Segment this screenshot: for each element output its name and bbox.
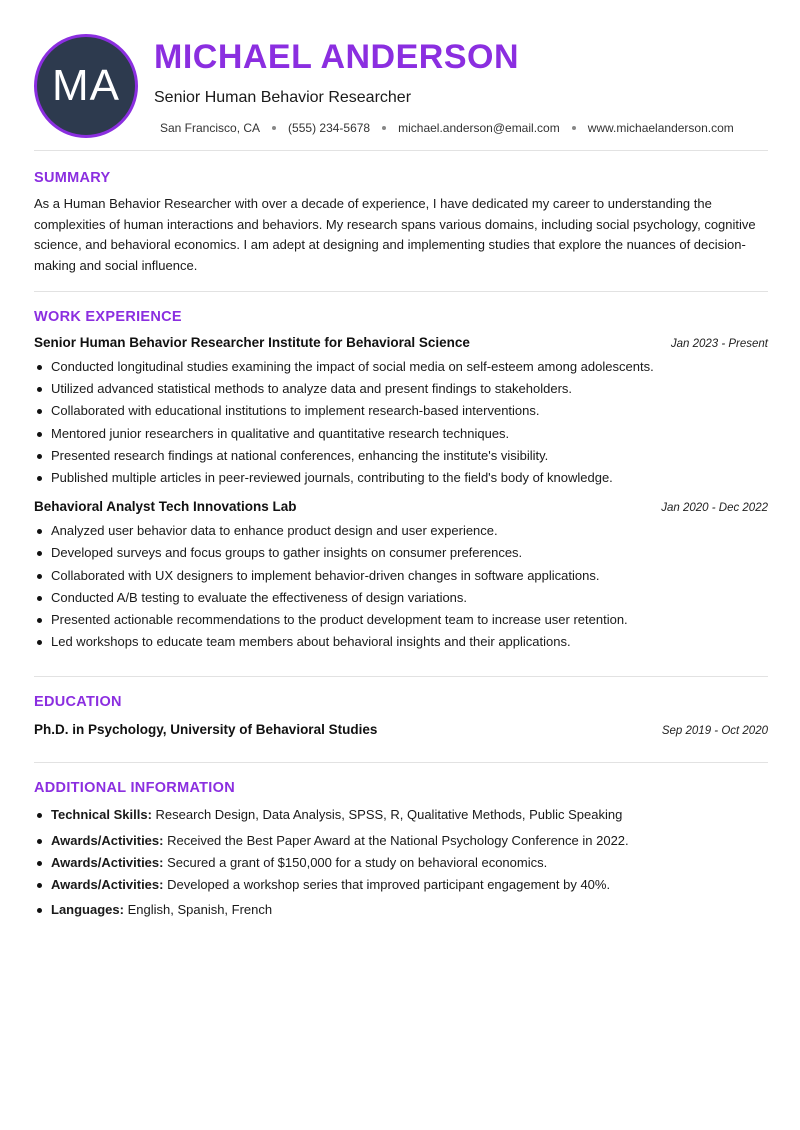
contact-location: San Francisco, CA	[160, 121, 261, 135]
job-bullets	[34, 356, 768, 489]
list-item: Conducted A/B testing to evaluate the effectiveness of design variations.	[34, 587, 768, 609]
list-item: Collaborated with UX designers to implement behavior-driven changes in software applications.	[34, 565, 768, 587]
section-divider	[34, 762, 768, 763]
education-title: EDUCATION	[34, 694, 122, 711]
list-item: Published multiple articles in peer-reviewed journals, contributing to the field's body of knowledge.	[34, 467, 768, 489]
list-item: Presented actionable recommendations to the product development team to increase user retention.	[34, 609, 768, 631]
list-item: Developed surveys and focus groups to gather insights on consumer preferences.	[34, 542, 768, 564]
info-value: Received the Best Paper Award at the National Psychology Conference in 2022.	[167, 832, 629, 848]
education-date: Sep 2019 - Oct 2020	[661, 725, 768, 738]
list-item	[34, 899, 768, 921]
experience-title: WORK EXPERIENCE	[34, 309, 182, 325]
list-item: Collaborated with educational institutions to implement research-based interventions.	[34, 400, 768, 422]
resume-page	[34, 0, 768, 921]
contact-email[interactable]: michael.anderson@email.com	[398, 121, 560, 135]
job-date: Jan 2020 - Dec 2022	[661, 502, 768, 515]
list-item: Led workshops to educate team members about behavioral insights and their applications.	[34, 631, 768, 653]
info-value: Secured a grant of $150,000 for a study on behavioral economics.	[167, 854, 548, 870]
info-label: Technical Skills:	[51, 807, 152, 823]
list-item: Utilized advanced statistical methods to analyze data and present findings to stakeholders.	[34, 378, 768, 400]
info-label: Awards/Activities:	[51, 854, 164, 870]
experience-section	[34, 309, 768, 653]
avatar	[34, 34, 138, 138]
list-item	[34, 830, 768, 852]
info-value: English, Spanish, French	[127, 902, 273, 918]
list-item: Presented research findings at national conferences, enhancing the institute's visibility.	[34, 445, 768, 467]
summary-section	[34, 170, 768, 276]
separator-dot-icon	[272, 126, 276, 130]
info-label: Awards/Activities:	[51, 877, 164, 893]
resume-header	[34, 0, 768, 150]
list-item: Mentored junior researchers in qualitative and quantitative research techniques.	[34, 423, 768, 445]
job-entry	[34, 335, 768, 489]
list-item	[34, 804, 768, 826]
info-value: Research Design, Data Analysis, SPSS, R, Qualitative Methods, Public Speaking	[155, 807, 623, 823]
summary-title: SUMMARY	[34, 170, 111, 186]
additional-section	[34, 780, 768, 921]
job-header	[34, 499, 768, 514]
contact-phone: (555) 234-5678	[288, 121, 371, 135]
section-divider	[34, 150, 768, 151]
job-bullets	[34, 520, 768, 653]
additional-list	[34, 804, 768, 921]
education-degree: Ph.D. in Psychology, University of Behavioral Studies	[34, 722, 378, 738]
separator-dot-icon	[572, 126, 576, 130]
section-divider	[34, 291, 768, 292]
job-heading: Behavioral Analyst Tech Innovations Lab	[34, 499, 297, 515]
job-entry	[34, 499, 768, 653]
section-divider	[34, 676, 768, 677]
candidate-name: MICHAEL ANDERSON	[154, 38, 520, 76]
list-item: Analyzed user behavior data to enhance product design and user experience.	[34, 520, 768, 542]
additional-title: ADDITIONAL INFORMATION	[34, 780, 235, 797]
job-date: Jan 2023 - Present	[670, 338, 768, 350]
list-item: Conducted longitudinal studies examining the impact of social media on self-esteem among adolescents.	[34, 356, 768, 378]
separator-dot-icon	[382, 126, 386, 130]
list-item	[34, 874, 768, 896]
avatar-initials: MA	[52, 61, 120, 110]
summary-text: As a Human Behavior Researcher with over a decade of experience, I have dedicated my career to understanding the complexities of human interactions and behaviors. My research spans various domains, including social psychology, cognitive science, and behavioral economics. I am adept at designing and implementing studies that explore the nuances of decision-making and social influence.	[34, 196, 756, 273]
candidate-role: Senior Human Behavior Researcher	[154, 89, 412, 106]
info-label: Awards/Activities:	[51, 832, 164, 848]
education-section	[34, 694, 768, 737]
contact-line	[160, 121, 734, 135]
info-label: Languages:	[51, 902, 124, 918]
contact-website[interactable]: www.michaelanderson.com	[587, 121, 734, 135]
info-value: Developed a workshop series that improved participant engagement by 40%.	[167, 877, 611, 893]
list-item	[34, 852, 768, 874]
job-heading: Senior Human Behavior Researcher Institute for Behavioral Science	[34, 335, 470, 350]
education-entry	[34, 722, 768, 737]
job-header	[34, 335, 768, 350]
